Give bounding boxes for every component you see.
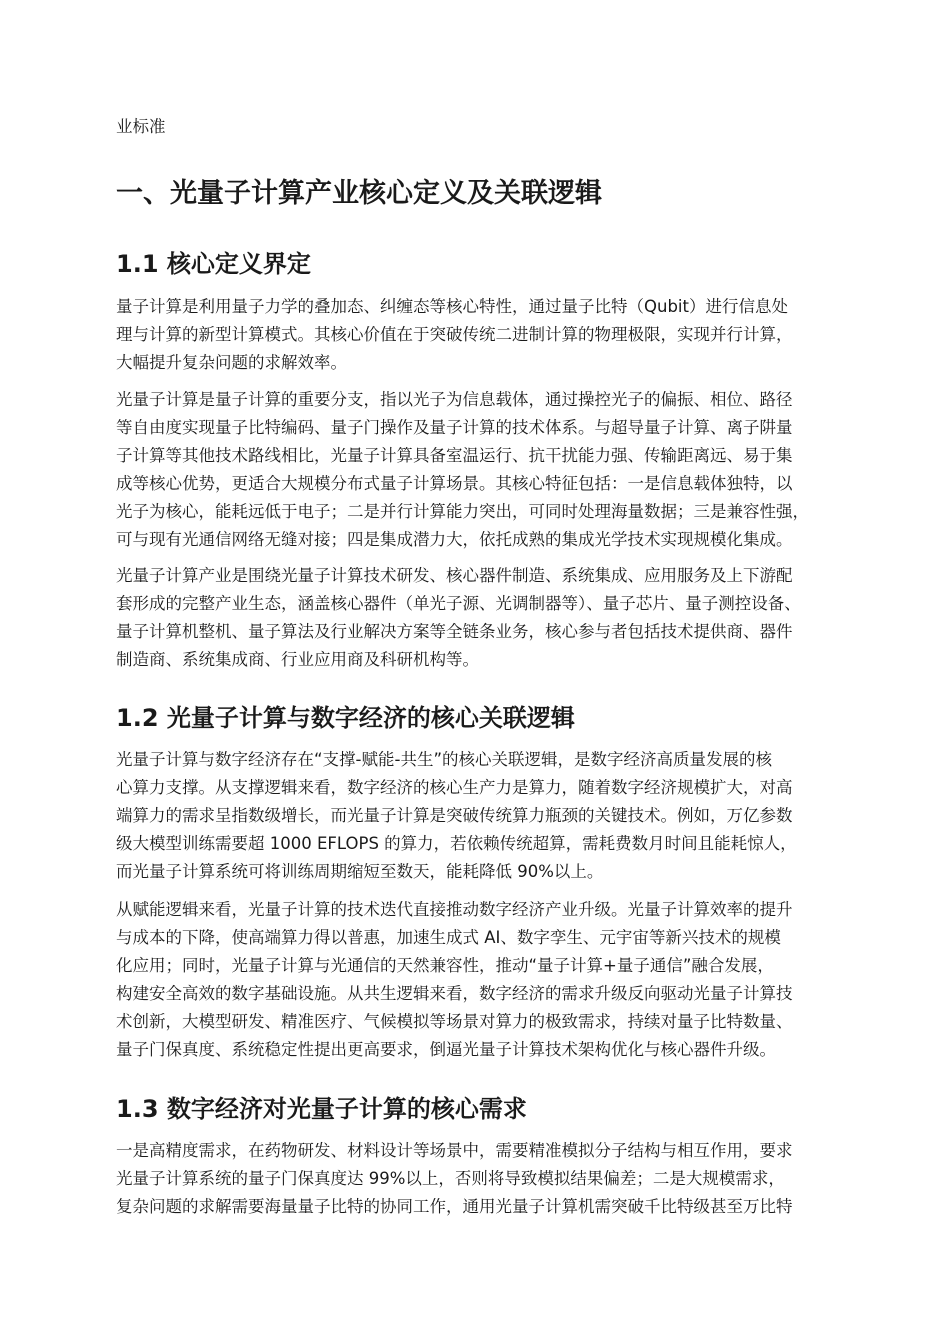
paragraph-line: 光量子计算产业是围绕光量子计算技术研发、核心器件制造、系统集成、应用服务及上下游配 xyxy=(116,566,793,585)
paragraph-line: 术创新，大模型研发、精准医疗、气候模拟等场景对算力的极致需求，持续对量子比特数量、 xyxy=(116,1012,793,1031)
paragraph-line: 一是高精度需求，在药物研发、材料设计等场景中，需要精准模拟分子结构与相互作用，要求 xyxy=(116,1141,793,1160)
heading-1-3: 1.3 数字经济对光量子计算的核心需求 xyxy=(116,1095,527,1123)
heading-1-1: 1.1 核心定义界定 xyxy=(116,250,311,278)
paragraph-line: 从赋能逻辑来看，光量子计算的技术迭代直接推动数字经济产业升级。光量子计算效率的提升 xyxy=(116,900,793,919)
paragraph-line: 套形成的完整产业生态，涵盖核心器件（单光子源、光调制器等）、量子芯片、量子测控设备、 xyxy=(116,594,801,613)
paragraph-line: 量子计算是利用量子力学的叠加态、纠缠态等核心特性，通过量子比特（Qubit）进行信息处 xyxy=(116,297,788,316)
paragraph-line: 光量子计算与数字经济存在“支撑-赋能-共生”的核心关联逻辑，是数字经济高质量发展的核 xyxy=(116,750,773,769)
paragraph-line: 大幅提升复杂问题的求解效率。 xyxy=(116,353,347,372)
paragraph-line: 制造商、系统集成商、行业应用商及科研机构等。 xyxy=(116,650,479,669)
paragraph-line: 端算力的需求呈指数级增长，而光量子计算是突破传统算力瓶颈的关键技术。例如，万亿参数 xyxy=(116,806,793,825)
paragraph-line: 复杂问题的求解需要海量量子比特的协同工作，通用光量子计算机需突破千比特级甚至万比特 xyxy=(116,1197,793,1216)
paragraph-line: 量子门保真度、系统稳定性提出更高要求，倒逼光量子计算技术架构优化与核心器件升级。 xyxy=(116,1040,776,1059)
paragraph-line: 子计算等其他技术路线相比，光量子计算具备室温运行、抗干扰能力强、传输距离远、易于集 xyxy=(116,446,793,465)
paragraph-line: 等自由度实现量子比特编码、量子门操作及量子计算的技术体系。与超导量子计算、离子阱量 xyxy=(116,418,793,437)
heading-1-2: 1.2 光量子计算与数字经济的核心关联逻辑 xyxy=(116,704,575,732)
paragraph-line: 光量子计算是量子计算的重要分支，指以光子为信息载体，通过操控光子的偏振、相位、路径 xyxy=(116,390,793,409)
paragraph-line: 化应用；同时，光量子计算与光通信的天然兼容性，推动“量子计算+量子通信”融合发展， xyxy=(116,956,774,975)
paragraph-line: 量子计算机整机、量子算法及行业解决方案等全链条业务，核心参与者包括技术提供商、器件 xyxy=(116,622,793,641)
paragraph-line: 理与计算的新型计算模式。其核心价值在于突破传统二进制计算的物理极限，实现并行计算， xyxy=(116,325,793,344)
paragraph-line: 与成本的下降，使高端算力得以普惠，加速生成式 AI、数字孪生、元宇宙等新兴技术的规模 xyxy=(116,928,781,947)
paragraph-line: 而光量子计算系统可将训练周期缩短至数天，能耗降低 90%以上。 xyxy=(116,862,604,881)
section-title: 一、光量子计算产业核心定义及关联逻辑 xyxy=(116,178,602,209)
paragraph-line: 级大模型训练需要超 1000 EFLOPS 的算力，若依赖传统超算，需耗费数月时间且能耗惊人， xyxy=(116,834,797,853)
paragraph-line: 光子为核心，能耗远低于电子；二是并行计算能力突出，可同时处理海量数据；三是兼容性强， xyxy=(116,502,809,521)
header-fragment: 业标准 xyxy=(116,117,166,136)
paragraph-line: 可与现有光通信网络无缝对接；四是集成潜力大，依托成熟的集成光学技术实现规模化集成。 xyxy=(116,530,793,549)
paragraph-line: 成等核心优势，更适合大规模分布式量子计算场景。其核心特征包括：一是信息载体独特，以 xyxy=(116,474,793,493)
paragraph-line: 构建安全高效的数字基础设施。从共生逻辑来看，数字经济的需求升级反向驱动光量子计算技 xyxy=(116,984,793,1003)
paragraph-line: 光量子计算系统的量子门保真度达 99%以上，否则将导致模拟结果偏差；二是大规模需求， xyxy=(116,1169,785,1188)
paragraph-line: 心算力支撑。从支撑逻辑来看，数字经济的核心生产力是算力，随着数字经济规模扩大，对高 xyxy=(116,778,793,797)
